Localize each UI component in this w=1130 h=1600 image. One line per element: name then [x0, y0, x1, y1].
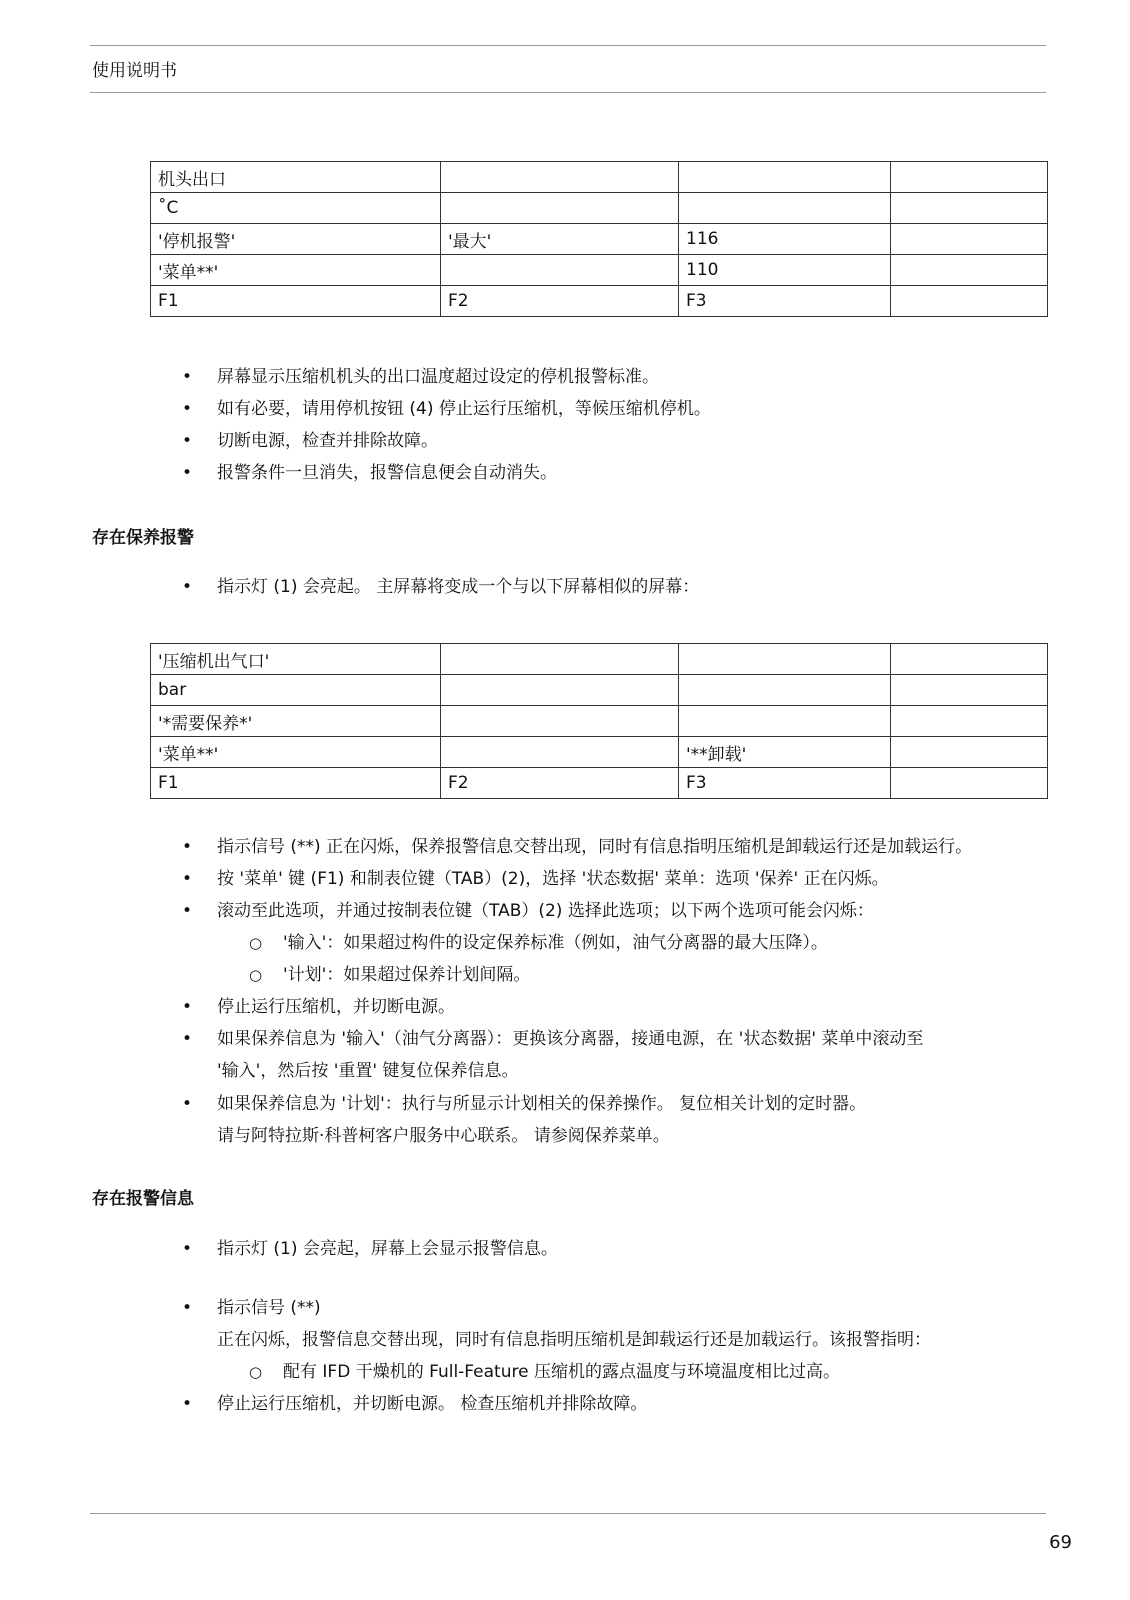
sub-list-item: 配有 IFD 干燥机的 Full-Feature 压缩机的露点温度与环境温度相比过高。 — [283, 1362, 840, 1382]
list-item: 屏幕显示压缩机机头的出口温度超过设定的停机报警标准。 — [217, 367, 659, 387]
bullet-icon: • — [182, 367, 193, 387]
list-item: 指示灯 (1) 会亮起。 主屏幕将变成一个与以下屏幕相似的屏幕： — [217, 577, 700, 597]
table-cell — [891, 706, 1048, 737]
table-cell: F3 — [679, 768, 891, 799]
bullet-icon: • — [182, 399, 193, 419]
table-row — [151, 737, 1048, 768]
page-number: 69 — [1049, 1532, 1072, 1553]
bullet-icon: • — [182, 1394, 193, 1414]
table-row — [151, 255, 1048, 286]
table-cell: F2 — [441, 768, 679, 799]
table-cell: F1 — [151, 286, 441, 317]
table-cell: F1 — [151, 768, 441, 799]
list-item: 滚动至此选项，并通过按制表位键（TAB）(2) 选择此选项；以下两个选项可能会闪烁： — [217, 901, 874, 921]
list-item-continuation: 请与阿特拉斯·科普柯客户服务中心联系。 请参阅保养菜单。 — [217, 1126, 670, 1146]
bullet-icon: • — [182, 837, 193, 857]
bullet-icon: • — [182, 1298, 193, 1318]
table-cell — [679, 162, 891, 193]
bullet-icon: • — [182, 901, 193, 921]
circle-bullet-icon: ○ — [249, 966, 263, 984]
table-cell: F2 — [441, 286, 679, 317]
table-row — [151, 224, 1048, 255]
circle-bullet-icon: ○ — [249, 934, 263, 952]
display-screen-table-2 — [150, 643, 1048, 799]
bullet-icon: • — [182, 1029, 193, 1049]
table-row — [151, 193, 1048, 224]
circle-bullet-icon: ○ — [249, 1363, 263, 1381]
table-cell: 机头出口 — [151, 162, 441, 193]
bullet-icon: • — [182, 997, 193, 1017]
bullet-icon: • — [182, 1094, 193, 1114]
table-cell — [891, 286, 1048, 317]
table-cell: '停机报警' — [151, 224, 441, 255]
list-item: 如果保养信息为 '输入'（油气分离器）：更换该分离器，接通电源，在 '状态数据' 菜单中滚动至 — [217, 1029, 924, 1049]
list-item: 指示灯 (1) 会亮起，屏幕上会显示报警信息。 — [217, 1239, 558, 1259]
table-cell: 116 — [679, 224, 891, 255]
table-cell — [891, 224, 1048, 255]
list-item: 如果保养信息为 '计划'：执行与所显示计划相关的保养操作。 复位相关计划的定时器。 — [217, 1094, 867, 1114]
table-cell — [441, 162, 679, 193]
sub-list-item: '输入'：如果超过构件的设定保养标准（例如，油气分离器的最大压降）。 — [283, 933, 828, 953]
table-cell — [891, 162, 1048, 193]
table-cell — [441, 675, 679, 706]
table-cell: '压缩机出气口' — [151, 644, 441, 675]
sub-list-item: '计划'：如果超过保养计划间隔。 — [283, 965, 531, 985]
table-cell: '**卸载' — [679, 737, 891, 768]
list-item: 报警条件一旦消失，报警信息便会自动消失。 — [217, 463, 557, 483]
table-row — [151, 286, 1048, 317]
table-cell: '*需要保养*' — [151, 706, 441, 737]
table-cell — [891, 768, 1048, 799]
table-cell: '菜单**' — [151, 255, 441, 286]
list-item: 指示信号 (**) — [217, 1298, 321, 1318]
section-heading-alarm-message: 存在报警信息 — [92, 1189, 194, 1209]
display-screen-table-1 — [150, 161, 1048, 317]
table-cell: ˚C — [151, 193, 441, 224]
table-cell — [679, 675, 891, 706]
table-cell — [441, 193, 679, 224]
list-item: 如有必要，请用停机按钮 (4) 停止运行压缩机，等候压缩机停机。 — [217, 399, 711, 419]
footer-rule — [90, 1513, 1046, 1514]
table-row — [151, 768, 1048, 799]
list-item: 停止运行压缩机，并切断电源。 检查压缩机并排除故障。 — [217, 1394, 648, 1414]
list-item: 停止运行压缩机，并切断电源。 — [217, 997, 455, 1017]
table-cell — [679, 644, 891, 675]
table-cell — [891, 644, 1048, 675]
table-cell — [891, 675, 1048, 706]
table-row — [151, 675, 1048, 706]
table-cell: F3 — [679, 286, 891, 317]
table-cell — [441, 737, 679, 768]
list-item-continuation: '输入'，然后按 '重置' 键复位保养信息。 — [217, 1061, 519, 1081]
table-cell — [441, 255, 679, 286]
bullet-icon: • — [182, 577, 193, 597]
table-cell — [891, 737, 1048, 768]
bullet-icon: • — [182, 431, 193, 451]
bullet-icon: • — [182, 463, 193, 483]
table-cell — [441, 706, 679, 737]
table-cell: 110 — [679, 255, 891, 286]
table-cell — [679, 193, 891, 224]
table-cell: bar — [151, 675, 441, 706]
table-row — [151, 706, 1048, 737]
list-item: 指示信号 (**) 正在闪烁，保养报警信息交替出现，同时有信息指明压缩机是卸载运行还是加载运行。 — [217, 837, 973, 857]
document-header-title: 使用说明书 — [92, 61, 177, 81]
table-cell — [441, 644, 679, 675]
header-bottom-rule — [90, 92, 1046, 93]
bullet-icon: • — [182, 1239, 193, 1259]
table-cell: '菜单**' — [151, 737, 441, 768]
list-item-continuation: 正在闪烁，报警信息交替出现，同时有信息指明压缩机是卸载运行还是加载运行。该报警指明： — [217, 1330, 931, 1350]
table-cell — [891, 193, 1048, 224]
list-item: 切断电源，检查并排除故障。 — [217, 431, 438, 451]
header-top-rule — [90, 45, 1046, 46]
table-cell — [679, 706, 891, 737]
list-item: 按 '菜单' 键 (F1) 和制表位键（TAB）(2)，选择 '状态数据' 菜单：选项 '保养' 正在闪烁。 — [217, 869, 889, 889]
table-cell — [891, 255, 1048, 286]
table-row — [151, 162, 1048, 193]
bullet-icon: • — [182, 869, 193, 889]
table-cell: '最大' — [441, 224, 679, 255]
table-row — [151, 644, 1048, 675]
section-heading-maintenance-alarm: 存在保养报警 — [92, 528, 194, 548]
